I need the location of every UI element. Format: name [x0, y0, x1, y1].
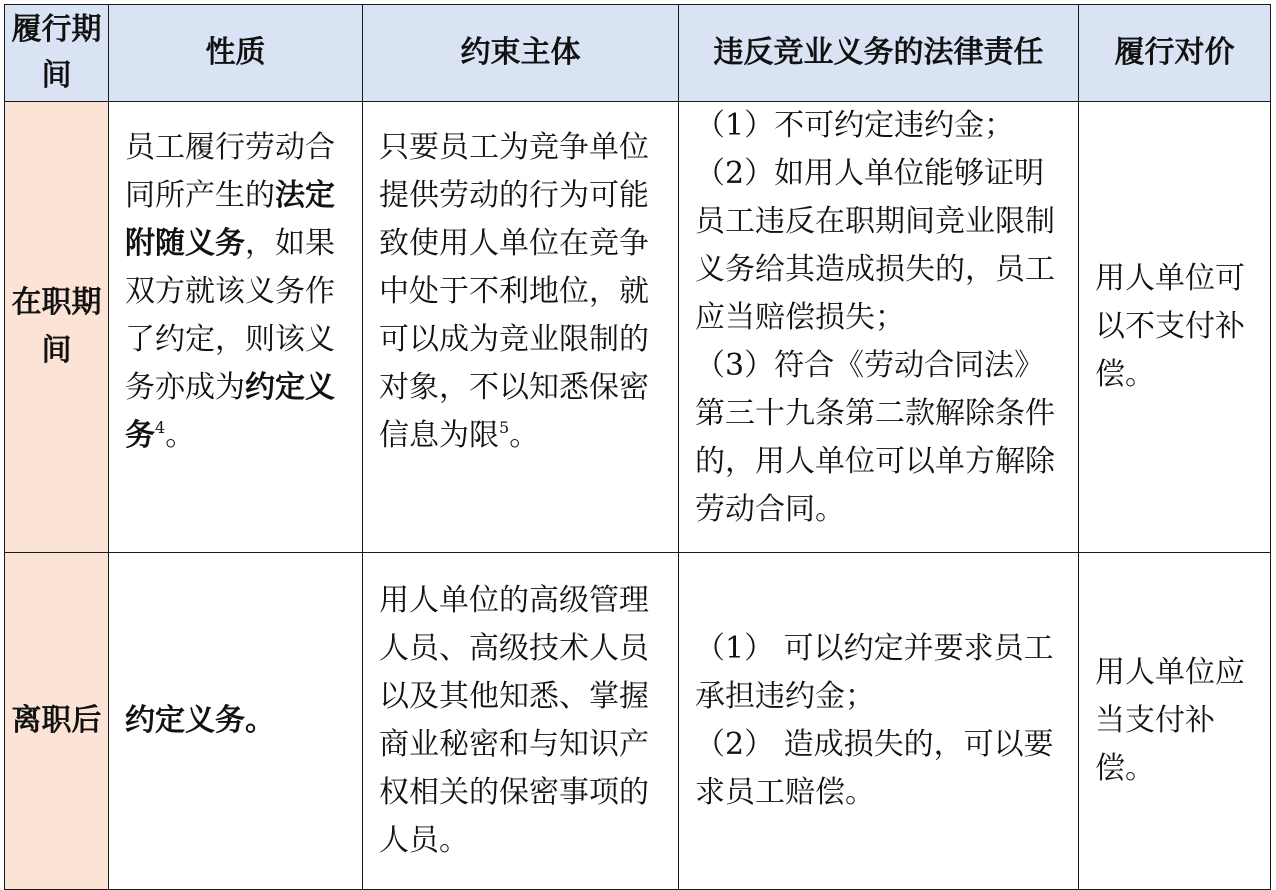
- nature-text: 员工履行劳动合同所产生的: [125, 130, 335, 213]
- nature-text: ，如果双方就该义务作了约定，则该义务亦成为: [125, 226, 335, 405]
- subject-text: 。: [509, 418, 540, 453]
- liability-cell: [679, 102, 1079, 553]
- nature-cell: [109, 553, 363, 890]
- header-row: [5, 5, 1271, 102]
- subject-cell: 用人单位的高级管理人员、高级技术人员以及其他知悉、掌握商业秘密和与知识产权相关的保密事项的人员。: [363, 553, 679, 890]
- liability-item: （1）不可约定违约金；: [695, 108, 1015, 143]
- header-period: 履行期间: [5, 5, 109, 102]
- table-row-after-departure: [5, 553, 1271, 890]
- table-row-during-employment: [5, 102, 1271, 553]
- period-cell: 在职期间: [5, 102, 109, 553]
- nature-emphasis: 约定义务。: [125, 703, 275, 738]
- compensation-cell: 用人单位可以不支付补偿。: [1079, 102, 1271, 553]
- liability-item: （2）如用人单位能够证明员工违反在职期间竞业限制义务给其造成损失的，员工应当赔偿损失；: [695, 156, 1055, 335]
- nature-emphasis: 约定义务: [125, 370, 335, 453]
- liability-item: （1） 可以约定并要求员工承担违约金；: [695, 631, 1054, 714]
- nature-emphasis: 法定附随义务: [125, 178, 335, 261]
- liability-cell: [679, 553, 1079, 890]
- footnote-marker: 5: [499, 418, 510, 437]
- header-subject: 约束主体: [363, 5, 679, 102]
- nature-cell: [109, 102, 363, 553]
- subject-cell: [363, 102, 679, 553]
- period-cell: 离职后: [5, 553, 109, 890]
- nature-text: 。: [165, 418, 196, 453]
- header-nature: 性质: [109, 5, 363, 102]
- header-liability: 违反竞业义务的法律责任: [679, 5, 1079, 102]
- liability-item: （2） 造成损失的，可以要求员工赔偿。: [695, 727, 1054, 810]
- header-compensation: 履行对价: [1079, 5, 1271, 102]
- liability-item: （3）符合《劳动合同法》第三十九条第二款解除条件的，用人单位可以单方解除劳动合同。: [695, 348, 1055, 527]
- compensation-cell: 用人单位应当支付补偿。: [1079, 553, 1271, 890]
- footnote-marker: 4: [155, 418, 166, 437]
- non-compete-comparison-table: [4, 4, 1271, 890]
- subject-text: 只要员工为竞争单位提供劳动的行为可能致使用人单位在竞争中处于不利地位，就可以成为竞业限制的对象，不以知悉保密信息为限: [379, 130, 649, 453]
